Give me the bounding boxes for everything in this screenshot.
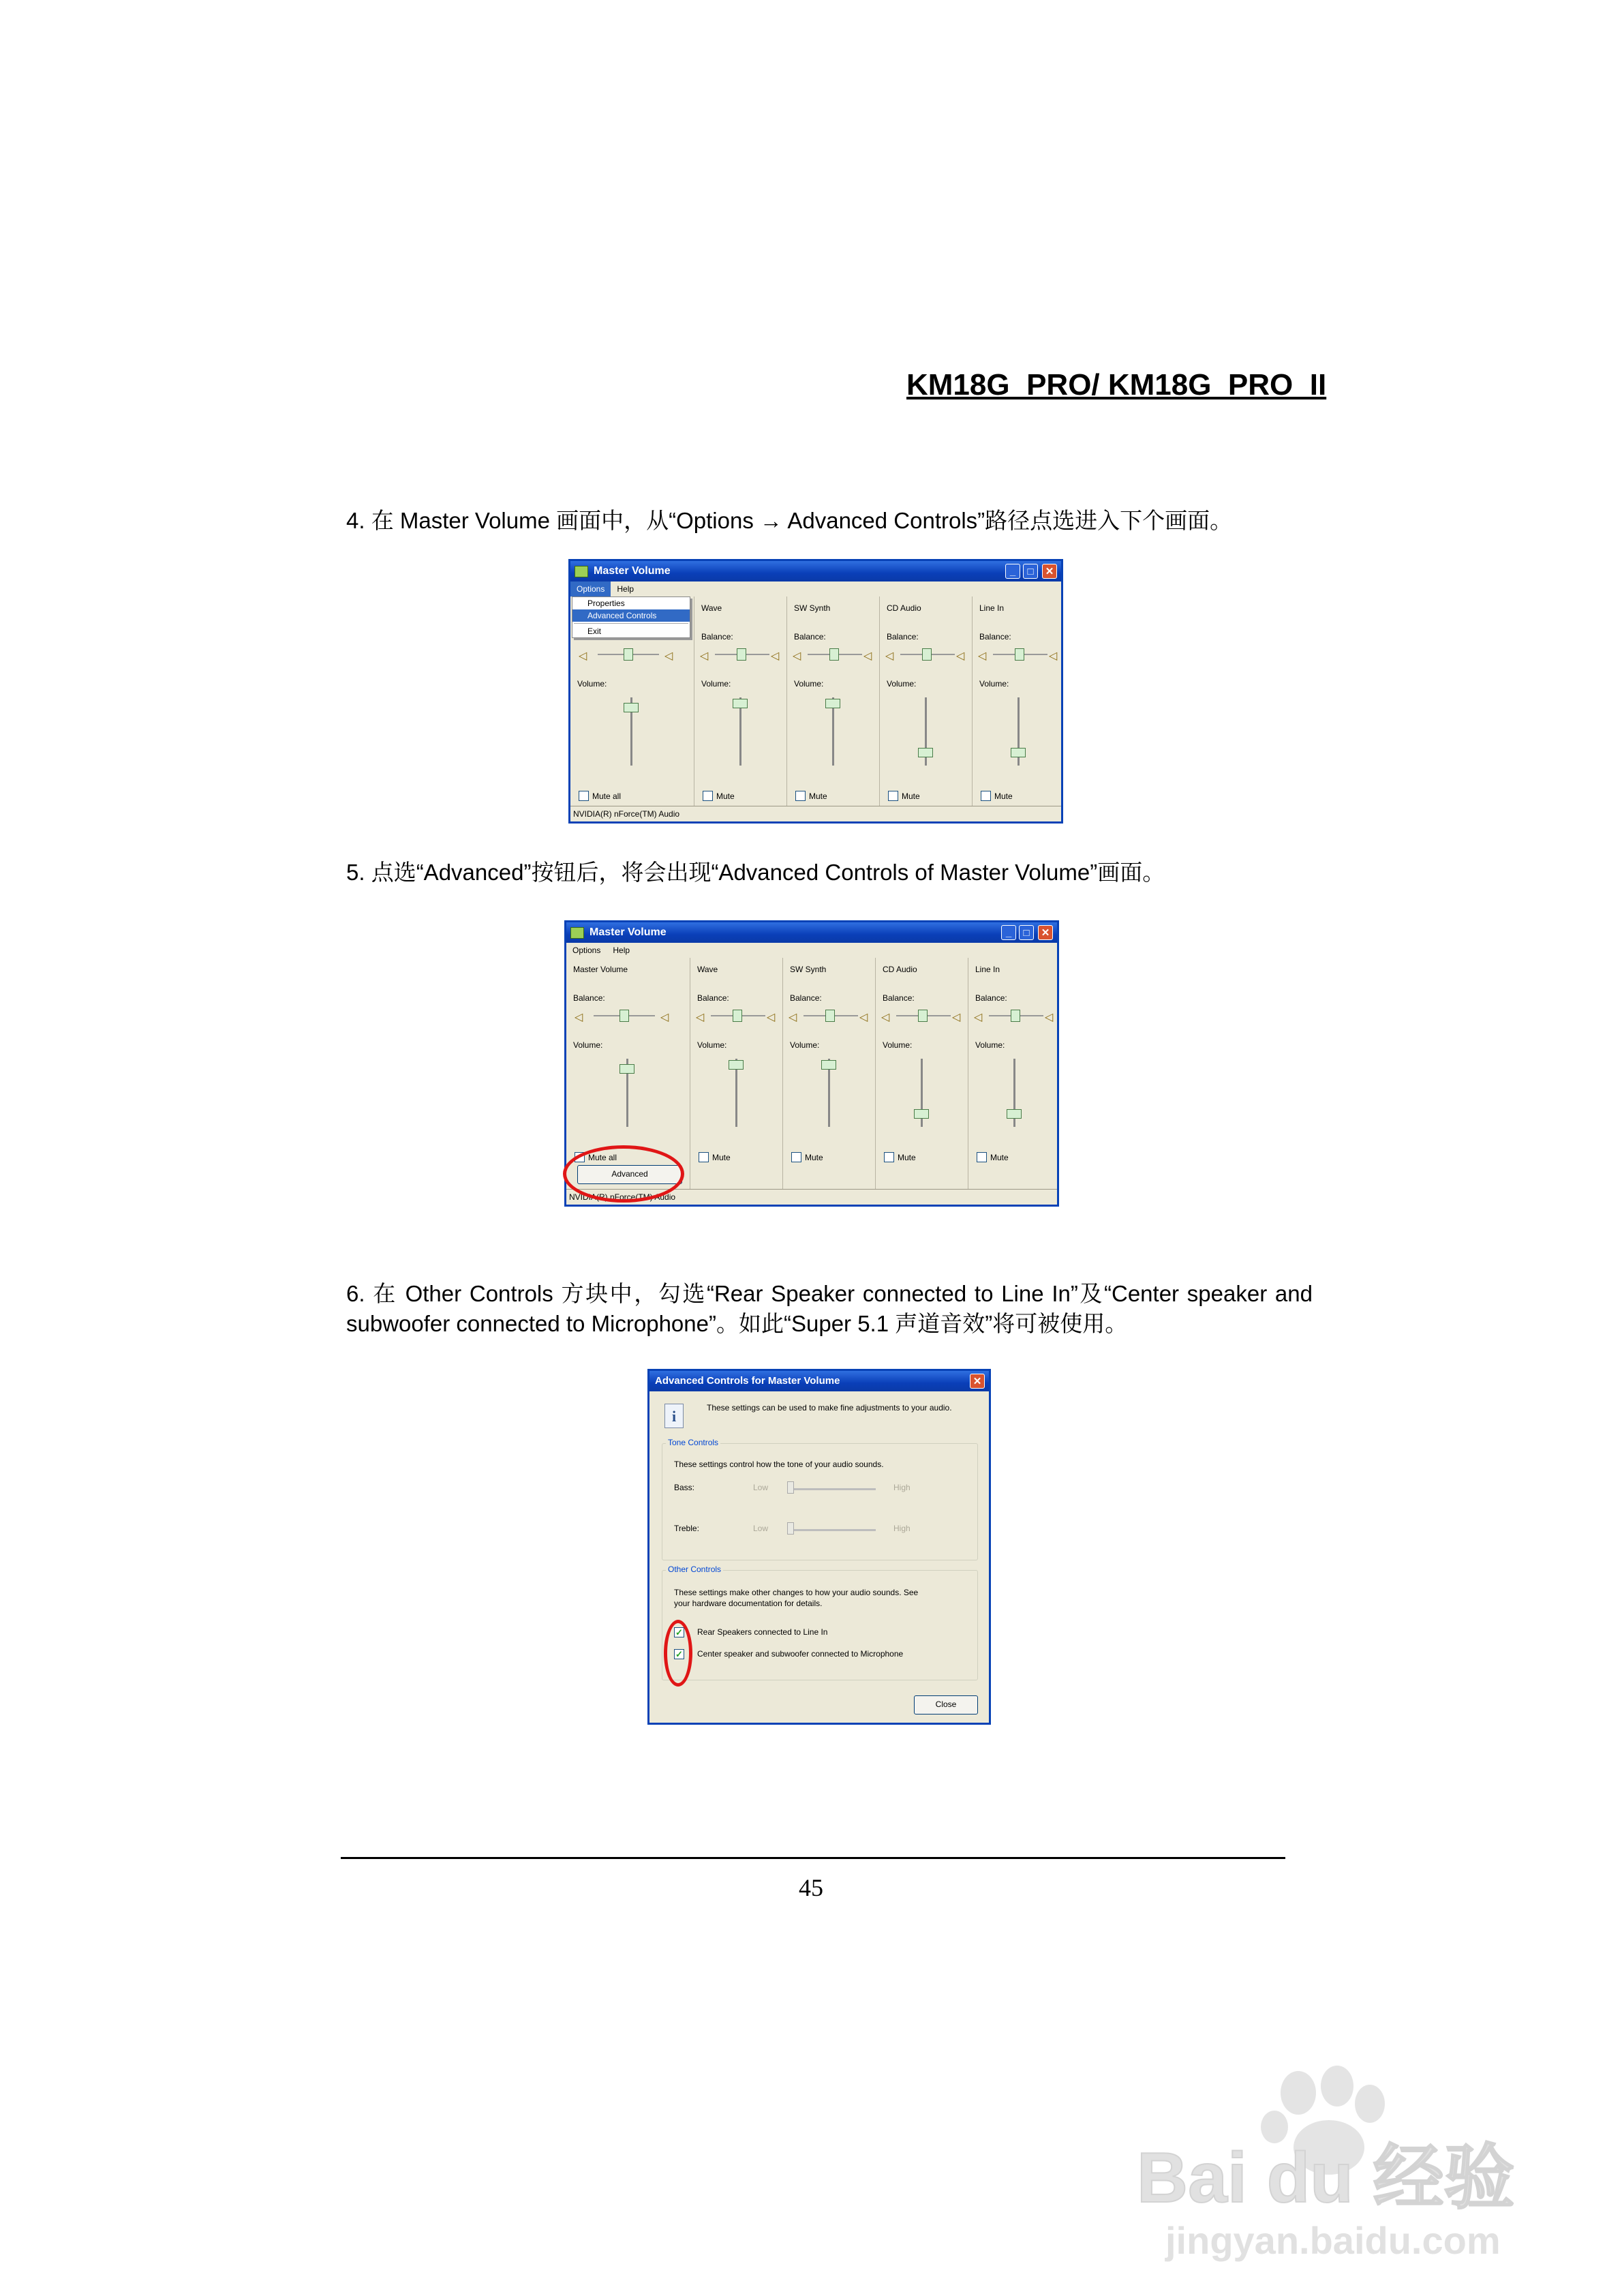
menu-item-advanced-controls[interactable]: Advanced Controls (572, 609, 690, 622)
status-bar: NVIDIA(R) nForce(TM) Audio (566, 1189, 1057, 1205)
volume-label: Volume: (701, 679, 731, 689)
balance-slider[interactable] (619, 1010, 629, 1022)
watermark-url: jingyan.baidu.com (1165, 2219, 1501, 2262)
mute-checkbox[interactable]: Mute (791, 1152, 823, 1162)
mixer-column-wave (694, 596, 787, 806)
column-name: CD Audio (887, 603, 921, 613)
menu-item-properties[interactable]: Properties (587, 599, 625, 608)
footer-rule (341, 1857, 1285, 1859)
balance-slider[interactable] (733, 1010, 742, 1022)
speaker-right-icon: ◁ (1045, 1012, 1054, 1023)
volume-app-icon (570, 927, 584, 939)
rear-speakers-checkbox[interactable]: ✓ (674, 1627, 684, 1637)
center-subwoofer-checkbox[interactable]: ✓ (674, 1649, 684, 1659)
volume-label: Volume: (790, 1040, 820, 1050)
speaker-right-icon: ◁ (863, 650, 872, 662)
mute-checkbox[interactable]: Mute (795, 791, 827, 801)
volume-label: Volume: (975, 1040, 1005, 1050)
speaker-left-icon: ◁ (881, 1012, 890, 1023)
step-4-text: 4. 在 Master Volume 画面中，从“Options → Advanced Controls”路径点选进入下个画面。 (346, 508, 1233, 533)
rear-speakers-label: Rear Speakers connected to Line In (697, 1627, 828, 1637)
volume-slider[interactable] (918, 748, 933, 757)
minimize-button[interactable]: _ (1005, 564, 1020, 579)
info-icon: i (664, 1404, 684, 1428)
speaker-left-icon: ◁ (789, 1012, 797, 1023)
center-subwoofer-label: Center speaker and subwoofer connected to Microphone (697, 1649, 904, 1659)
master-volume-window-1 (568, 559, 1063, 824)
balance-slider[interactable] (624, 648, 633, 661)
speaker-right-icon: ◁ (956, 650, 965, 662)
mixer-column-wave (690, 958, 783, 1190)
speaker-right-icon: ◁ (771, 650, 780, 662)
bass-high-label: High (893, 1483, 911, 1492)
balance-label: Balance: (701, 632, 733, 641)
speaker-right-icon: ◁ (767, 1012, 776, 1023)
watermark-brand: Bai du 经验 (1137, 2139, 1515, 2218)
treble-low-label: Low (753, 1524, 769, 1533)
column-name: SW Synth (790, 965, 827, 974)
volume-slider[interactable] (624, 703, 639, 712)
other-controls-legend: Other Controls (666, 1565, 723, 1574)
other-controls-desc-1: These settings make other changes to how your audio sounds. See (674, 1588, 919, 1597)
balance-slider[interactable] (1011, 1010, 1020, 1022)
menu-options[interactable]: Options (570, 581, 611, 596)
column-name: CD Audio (883, 965, 917, 974)
speaker-right-icon: ◁ (859, 1012, 868, 1023)
volume-slider[interactable] (619, 1064, 634, 1074)
other-controls-desc-2: your hardware documentation for details. (674, 1599, 823, 1608)
volume-label: Volume: (573, 1040, 603, 1050)
column-name: Wave (697, 965, 718, 974)
step-5-text: 5. 点选“Advanced”按钮后，将会出现“Advanced Controls of Master Volume”画面。 (346, 860, 1165, 885)
maximize-button[interactable]: □ (1023, 564, 1038, 579)
speaker-left-icon: ◁ (974, 1012, 983, 1023)
mute-all-checkbox[interactable]: Mute all (575, 1152, 617, 1162)
close-button[interactable]: ✕ (1038, 925, 1053, 940)
baidu-jingyan-watermark (1124, 2045, 1533, 2270)
dialog-title: Advanced Controls for Master Volume (655, 1375, 840, 1387)
window-title: Master Volume (594, 565, 671, 577)
speaker-left-icon: ◁ (700, 650, 709, 662)
other-controls-group (662, 1570, 978, 1680)
balance-slider[interactable] (825, 1010, 835, 1022)
bass-track (789, 1488, 876, 1490)
speaker-left-icon: ◁ (575, 1012, 583, 1023)
menu-bar (566, 943, 1057, 958)
speaker-left-icon: ◁ (978, 650, 987, 662)
menu-help[interactable]: Help (613, 946, 630, 955)
balance-slider[interactable] (1015, 648, 1024, 661)
volume-app-icon (575, 566, 588, 577)
mute-checkbox[interactable]: Mute (703, 791, 735, 801)
speaker-left-icon: ◁ (793, 650, 801, 662)
bass-low-label: Low (753, 1483, 769, 1492)
mute-checkbox[interactable]: Mute (699, 1152, 731, 1162)
window-title: Master Volume (590, 926, 667, 938)
dialog-intro: These settings can be used to make fine adjustments to your audio. (707, 1403, 952, 1413)
mixer-column-sw-synth (787, 596, 880, 806)
volume-label: Volume: (883, 1040, 913, 1050)
column-name: Master Volume (573, 965, 628, 974)
speaker-right-icon: ◁ (1049, 650, 1058, 662)
volume-label: Volume: (697, 1040, 727, 1050)
balance-slider[interactable] (922, 648, 932, 661)
column-name: Line In (975, 965, 1000, 974)
balance-slider[interactable] (829, 648, 839, 661)
balance-label: Balance: (979, 632, 1011, 641)
dialog-titlebar[interactable] (649, 1371, 989, 1391)
maximize-button[interactable]: □ (1019, 925, 1034, 940)
volume-slider[interactable] (825, 699, 840, 708)
balance-label: Balance: (697, 993, 729, 1003)
treble-slider[interactable] (787, 1522, 794, 1535)
tone-controls-legend: Tone Controls (666, 1438, 720, 1447)
balance-slider[interactable] (918, 1010, 928, 1022)
close-button[interactable]: ✕ (970, 1374, 985, 1389)
column-name: SW Synth (794, 603, 831, 613)
column-name: Line In (979, 603, 1005, 613)
volume-label: Volume: (577, 679, 607, 689)
volume-slider[interactable] (914, 1109, 929, 1119)
speaker-right-icon: ◁ (952, 1012, 961, 1023)
speaker-right-icon: ◁ (660, 1012, 669, 1023)
balance-label: Balance: (887, 632, 919, 641)
mixer-column-cd-audio (880, 596, 973, 806)
treble-label: Treble: (674, 1524, 699, 1533)
menu-item-exit[interactable]: Exit (587, 626, 602, 636)
treble-track (789, 1529, 876, 1531)
treble-high-label: High (893, 1524, 911, 1533)
volume-label: Volume: (887, 679, 917, 689)
balance-label: Balance: (794, 632, 826, 641)
balance-label: Balance: (790, 993, 822, 1003)
mixer-column-line-in (968, 958, 1057, 1190)
page-number: 45 (799, 1874, 823, 1901)
volume-slider[interactable] (821, 1060, 836, 1070)
volume-slider[interactable] (1007, 1109, 1022, 1119)
dialog-close-button[interactable]: Close (914, 1695, 978, 1715)
mute-checkbox[interactable]: Mute (981, 791, 1013, 801)
step-6-text: 6. 在 Other Controls 方块中，勾选“Rear Speaker connected to Line In”及“Center speaker and subwoofer connected to Microphone”。如此“Super 5.1 声道音效”将可被使用。 (346, 1281, 1313, 1336)
bass-label: Bass: (674, 1483, 695, 1492)
speaker-left-icon: ◁ (696, 1012, 705, 1023)
status-bar: NVIDIA(R) nForce(TM) Audio (570, 806, 1061, 821)
mute-checkbox[interactable]: Mute (977, 1152, 1009, 1162)
annotation-circle-checkboxes (664, 1620, 692, 1687)
balance-label: Balance: (883, 993, 915, 1003)
annotation-circle-advanced (563, 1145, 684, 1203)
manual-header-title: KM18G_PRO/ KM18G_PRO_II (906, 368, 1327, 402)
volume-label: Volume: (979, 679, 1009, 689)
window-titlebar[interactable] (566, 922, 1057, 943)
volume-slider[interactable] (1011, 748, 1026, 757)
mute-all-checkbox[interactable]: Mute all (579, 791, 621, 801)
speaker-left-icon: ◁ (885, 650, 894, 662)
menu-help[interactable]: Help (617, 584, 634, 594)
menu-options[interactable]: Options (572, 946, 601, 955)
volume-slider[interactable] (733, 699, 748, 708)
close-button[interactable]: ✕ (1042, 564, 1057, 579)
balance-slider[interactable] (737, 648, 746, 661)
menu-bar (570, 581, 1061, 596)
window-titlebar[interactable] (570, 561, 1061, 581)
speaker-left-icon: ◁ (579, 650, 587, 662)
advanced-button[interactable]: Advanced (577, 1165, 682, 1184)
volume-slider[interactable] (729, 1060, 744, 1070)
advanced-controls-dialog (647, 1369, 991, 1725)
volume-label: Volume: (794, 679, 824, 689)
speaker-right-icon: ◁ (664, 650, 673, 662)
balance-label: Balance: (573, 993, 605, 1003)
mixer-column-cd-audio (876, 958, 968, 1190)
balance-label: Balance: (975, 993, 1007, 1003)
mute-checkbox[interactable]: Mute (884, 1152, 916, 1162)
bass-slider[interactable] (787, 1481, 794, 1494)
tone-controls-desc: These settings control how the tone of your audio sounds. (674, 1460, 884, 1469)
mixer-column-sw-synth (783, 958, 876, 1190)
minimize-button[interactable]: _ (1001, 925, 1016, 940)
column-name: Wave (701, 603, 722, 613)
options-dropdown-menu (572, 596, 690, 638)
mixer-column-line-in (973, 596, 1061, 806)
mute-checkbox[interactable]: Mute (888, 791, 920, 801)
